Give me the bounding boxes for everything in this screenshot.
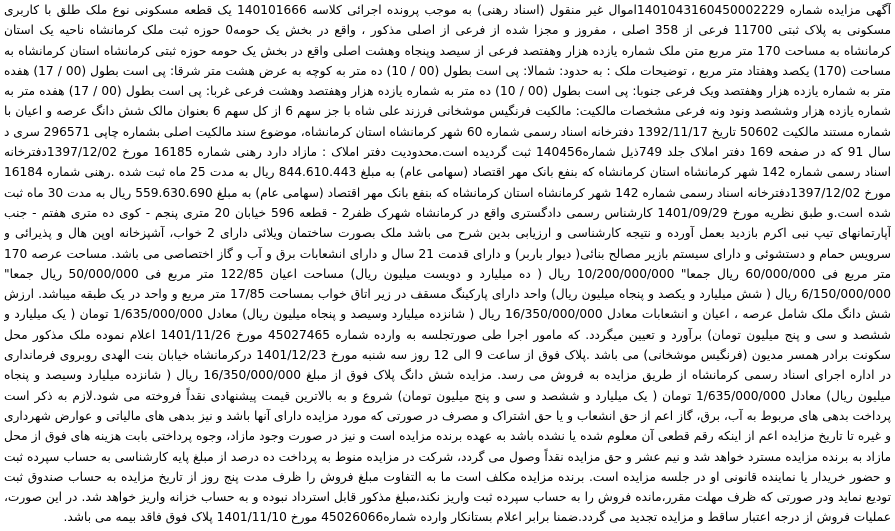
auction-notice — [4, 0, 891, 531]
auction-notice-text: آگهی مزایده شماره 1401043160450002229اموال غیر منقول (اسناد رهنی) به موجب پرونده اجرائی کلاسه 140101666 یک قطعه مسکونی نوع ملک طلق با کاربری مسکونی به پلاک ثبتی 11700 فرعی از 358 اصلی ، مفروز و مجزا شده از فرعی از اصلی مذکور ، واقع در بخش یک حومه0 حوزه ثبت ملک کرمانشاه ناحیه یک استان کرمانشاه به مساحت 170 متر مربع متن ملک شماره یازده هزار وهفتصد فرعی از سیصد وپنجاه وهشت اصلی واقع در بخش یک حومه حوزه ثبتی کرمانشاه استان کرمانشاه به مساحت (170) یکصد وهفتاد متر مربع ، توضیحات ملک : به حدود: شمالا: پی است بطول (00 / 10) ده متر به کوچه به عرض هشت متر شرقا: پی است بطول (00 / 17) هفده متر به شماره یازده هزار وهفتصد ویک فرعی جنوبا: پی است بطول (00 / 10) ده متر به شماره یازده هزار وهفتصد وهشت فرعی غربا: پی است بطول (00 / 17) هفده متر به شماره یازده هزار وششصد ونود ونه فرعی مشخصات مالکیت: مالکیت فرنگیس موشخانی فرزند علی شاه با جز سهم 6 از کل سهم 6 بعنوان مالک شش دانگ عرصه و اعیان با شماره مستند مالکیت 50602 تاریخ 1392/11/17 دفترخانه اسناد رسمی شماره 60 شهر کرمانشاه استان کرمانشاه، موضوع سند مالکیت اصلی بشماره چاپی 296571 سری د سال 91 که در صفحه 169 دفتر املاک جلد 749ذیل شماره140456 ثبت گردیده است.محدودیت دفتر املاک : مازاد دارد رهنی شماره 16185 مورخ 1397/12/02دفترخانه اسناد رسمی شماره 142 شهر کرمانشاه استان کرمانشاه که بنفع بانک مهر اقتصاد (سهامی عام) به مبلغ 844.610.443 ریال به مدت 25 ماه ثبت شده .رهنی شماره 16184 مورخ 1397/12/02دفترخانه اسناد رسمی شماره 142 شهر کرمانشاه استان کرمانشاه که بنفع بانک مهر اقتصاد (سهامی عام) به مبلغ 559.630.690 ریال به مدت 30 ماه ثبت شده است.و طبق نظریه مورخ 1401/09/29 کارشناس رسمی دادگستری واقع در کرمانشاه شهرک ظفر2 - قطعه 596 خیابان 20 متری پنجم - کوی ده متری هفتم - جنب آپارتمانهای تیپ نبی اکرم بازدید بعمل آورده و نتیجه کارشناسی و ارزیابی بدین شرح می باشد ملک بصورت ساختمان ویلائی دارای 2 خواب، آشپزخانه اوپن هال و پذیرائی و سرویس حمام و دستشوئی و دارای سیستم بازیر مصالح بنائی( دیوار باربر) و دارای قدمت 21 سال و دارای انشعابات برق و آب و گاز اختصاصی می باشد. مساحت عرصه 170 متر مربع فی 60/000/000 ریال جمعا" 10/200/000/000 ریال ( ده میلیارد و دویست میلیون ریال) مساحت اعیان 122/85 متر مربع فی 50/000/000 ریال جمعا" 6/150/000/000 ریال ( شش میلیارد و یکصد و پنجاه میلیون ریال) واحد دارای پارکینگ مسقف در زیر اتاق خواب بمساحت 17/85 متر مربع و واحد در یک طبقه میباشد. ارزش شش دانگ ملک شامل عرصه ، اعیان و انشعابات معادل 16/350/000/000 ریال ( شانزده میلیارد وسیصد و پنجاه میلیون ریال) معادل 1/635/000/000 تومان ( یک میلیارد و ششصد و سی و پنج میلیون تومان) برآورد و تعیین میگردد. که مامور اجرا طی صورتجلسه به وارده شماره 45027465 مورخ 1401/11/26 اعلام نموده ملک مذکور محل سکونت برادر همسر مدیون (فرنگیس موشخانی) می باشد .پلاک فوق از ساعت 9 الی 12 روز سه شنبه مورخ 1401/12/23 درکرمانشاه خیابان بنت الهدی روبروی فرمانداری در اداره اجرای اسناد رسمی کرمانشاه از طریق مزایده به فروش می رسد. مزایده شش دانگ پلاک فوق از مبلغ 16/350/000/000 ریال ( شانزده میلیارد وسیصد و پنجاه میلیون ریال) معادل 1/635/000/000 تومان ( یک میلیارد و ششصد و سی و پنج میلیون تومان) شروع و به بالاترین قیمت پیشنهادی نقداً فروخته می شود.لازم به ذکر است پرداخت بدهی های مربوط به آب، برق، گاز اعم از حق انشعاب و یا حق اشتراک و مصرف در صورتی که مورد مزایده دارای آنها باشد و نیز بدهی های مالیاتی و عوارض شهرداری و غیره تا تاریخ مزایده اعم از اینکه رقم قطعی آن معلوم شده یا نشده باشد به عهده برنده مزایده است و نیز در صورت وجود مازاد، وجوه پرداختی بابت هزینه های فوق از محل مازاد به برنده مزایده مسترد خواهد شد و نیم عشر و حق مزایده نقداً وصول می گردد، شرکت در مزایده منوط به پرداخت ده درصد از مبلغ پایه کارشناسی به حساب سپرده ثبت و حضور خریدار یا نماینده قانونی او در جلسه مزایده است. برنده مزایده مکلف است ما به التفاوت مبلغ فروش را ظرف مدت پنج روز از تاریخ مزایده به حساب صندوق ثبت تودیع نماید ودر صورتی که ظرف مهلت مقرر،مانده فروش را به حساب سپرده ثبت واریز نکند،مبلغ مذکور قابل استرداد نبوده و به حساب خزانه واریز خواهد شد. در این صورت، عملیات فروش از درجه اعتبار ساقط و مزایده تجدید می گردد.ضمنا برابر اعلام بستانکار وارده شماره45026066 مورخ 1401/11/10 پلاک فوق فاقد بیمه می باشد. — [4, 3, 891, 525]
